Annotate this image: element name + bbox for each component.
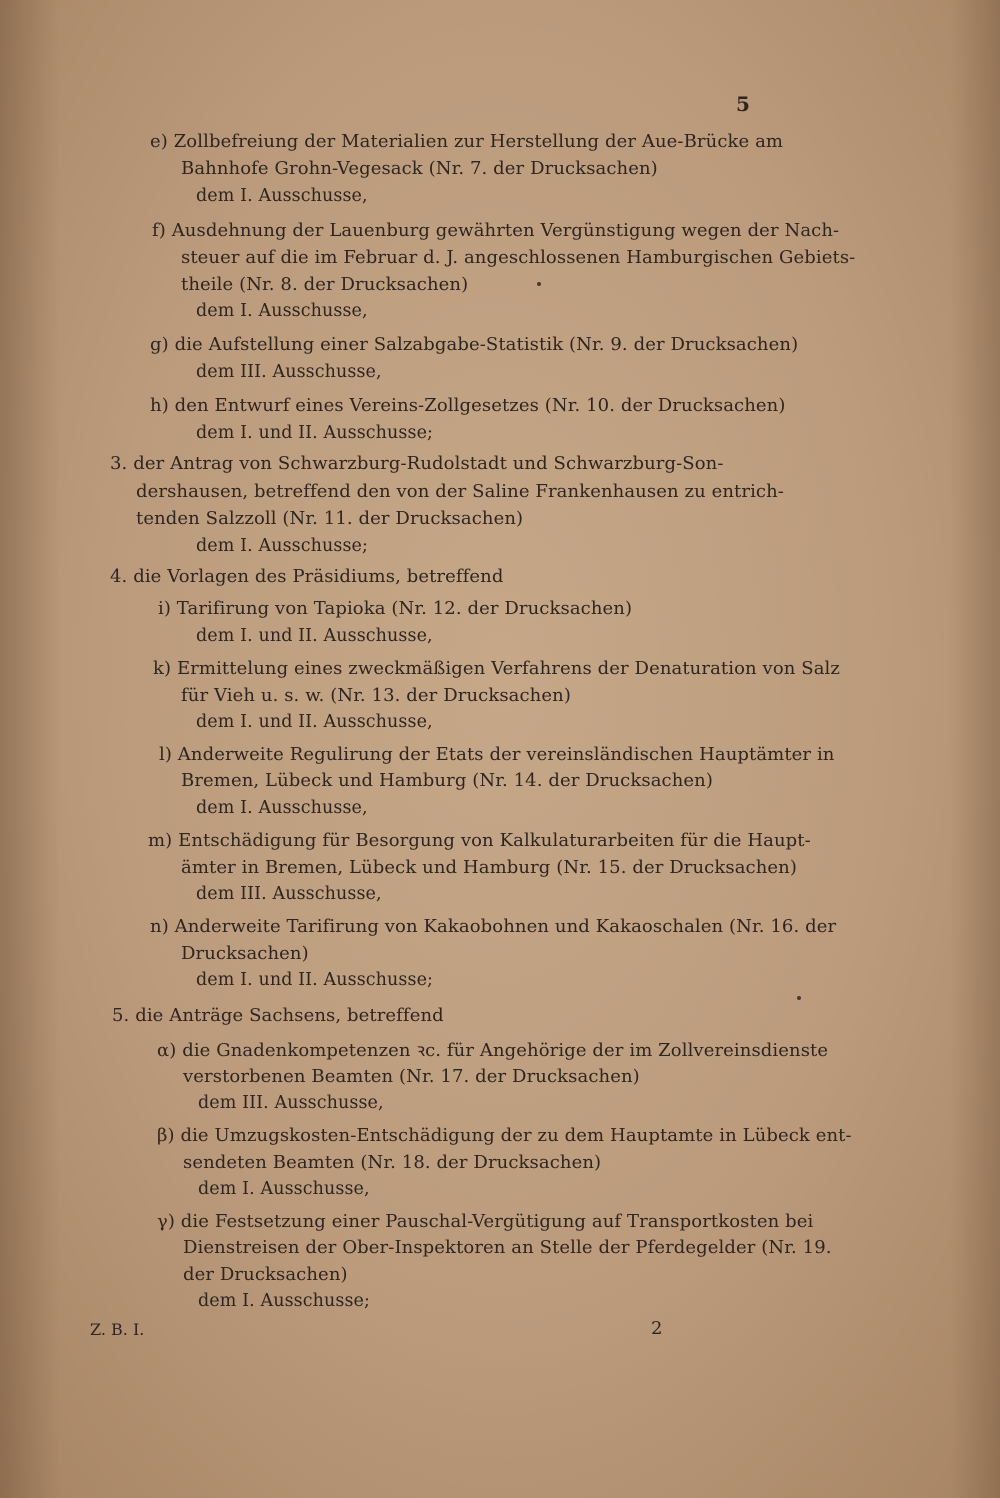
paper-speck: [537, 282, 541, 286]
item-h-line-1: h) den Entwurf eines Vereins-Zollgesetzes (Nr. 10. der Drucksachen): [150, 395, 786, 416]
item-n-line-1: n) Anderweite Tarifirung von Kakaobohnen und Kakaoschalen (Nr. 16. der: [150, 916, 837, 937]
item-k-referral: dem I. und II. Ausschusse,: [196, 712, 433, 732]
item-e-line-2: Bahnhofe Grohn-Vegesack (Nr. 7. der Drucksachen): [181, 158, 658, 179]
item-3-line-2: dershausen, betreffend den von der Saline Frankenhausen zu entrich-: [136, 481, 784, 502]
item-l-line-1: l) Anderweite Regulirung der Etats der vereinsländischen Hauptämter in: [159, 744, 835, 765]
item-3-line-3: tenden Salzzoll (Nr. 11. der Drucksachen): [136, 508, 524, 529]
item-k-line-2: für Vieh u. s. w. (Nr. 13. der Drucksachen): [181, 685, 571, 706]
item-n-referral: dem I. und II. Ausschusse;: [196, 970, 434, 990]
item-f-line-2: steuer auf die im Februar d. J. angeschlossenen Hamburgischen Gebiets-: [181, 247, 856, 268]
page-edge-shadow-right: [950, 0, 1000, 1498]
item-g-referral: dem III. Ausschusse,: [196, 362, 382, 382]
item-beta-referral: dem I. Ausschusse,: [198, 1179, 370, 1199]
item-gamma-referral: dem I. Ausschusse;: [198, 1291, 370, 1311]
item-f-line-1: f) Ausdehnung der Lauenburg gewährten Vergünstigung wegen der Nach-: [152, 220, 840, 241]
item-l-line-2: Bremen, Lübeck und Hamburg (Nr. 14. der Drucksachen): [181, 770, 713, 791]
footer-signature: Z. B. I.: [90, 1320, 145, 1339]
item-i-line-1: i) Tarifirung von Tapioka (Nr. 12. der Drucksachen): [158, 598, 633, 619]
item-alpha-referral: dem III. Ausschusse,: [198, 1093, 384, 1113]
item-f-line-3: theile (Nr. 8. der Drucksachen): [181, 274, 469, 295]
item-5-heading: 5. die Anträge Sachsens, betreffend: [112, 1005, 444, 1026]
item-gamma-line-2: Dienstreisen der Ober-Inspektoren an Stelle der Pferdegelder (Nr. 19.: [183, 1237, 832, 1258]
item-4-heading: 4. die Vorlagen des Präsidiums, betreffend: [110, 566, 504, 587]
item-m-line-1: m) Entschädigung für Besorgung von Kalkulaturarbeiten für die Haupt-: [148, 830, 811, 851]
item-g-line-1: g) die Aufstellung einer Salzabgabe-Statistik (Nr. 9. der Drucksachen): [150, 334, 799, 355]
item-e-line-1: e) Zollbefreiung der Materialien zur Herstellung der Aue-Brücke am: [150, 131, 784, 152]
item-m-referral: dem III. Ausschusse,: [196, 884, 382, 904]
item-l-referral: dem I. Ausschusse,: [196, 798, 368, 818]
item-alpha-line-2: verstorbenen Beamten (Nr. 17. der Drucksachen): [183, 1066, 640, 1087]
item-gamma-line-3: der Drucksachen): [183, 1264, 348, 1285]
item-alpha-line-1: α) die Gnadenkompetenzen ꝛc. für Angehörige der im Zollvereinsdienste: [157, 1040, 829, 1061]
paper-speck: [797, 996, 801, 1000]
item-3-referral: dem I. Ausschusse;: [196, 536, 368, 556]
item-m-line-2: ämter in Bremen, Lübeck und Hamburg (Nr. 15. der Drucksachen): [181, 857, 797, 878]
item-e-referral: dem I. Ausschusse,: [196, 186, 368, 206]
item-beta-line-2: sendeten Beamten (Nr. 18. der Drucksachen): [183, 1152, 602, 1173]
footer-sheet-number: 2: [651, 1318, 663, 1339]
item-beta-line-1: β) die Umzugskosten-Entschädigung der zu dem Hauptamte in Lübeck ent-: [157, 1125, 852, 1146]
item-3-line-1: 3. der Antrag von Schwarzburg-Rudolstadt und Schwarzburg-Son-: [110, 453, 724, 474]
item-k-line-1: k) Ermittelung eines zweckmäßigen Verfahrens der Denaturation von Salz: [153, 658, 840, 679]
item-f-referral: dem I. Ausschusse,: [196, 301, 368, 321]
page-edge-shadow-left: [0, 0, 60, 1498]
item-i-referral: dem I. und II. Ausschusse,: [196, 626, 433, 646]
item-h-referral: dem I. und II. Ausschusse;: [196, 423, 434, 443]
item-gamma-line-1: γ) die Festsetzung einer Pauschal-Vergütigung auf Transportkosten bei: [157, 1211, 814, 1232]
page-number: 5: [736, 92, 750, 116]
item-n-line-2: Drucksachen): [181, 943, 309, 964]
